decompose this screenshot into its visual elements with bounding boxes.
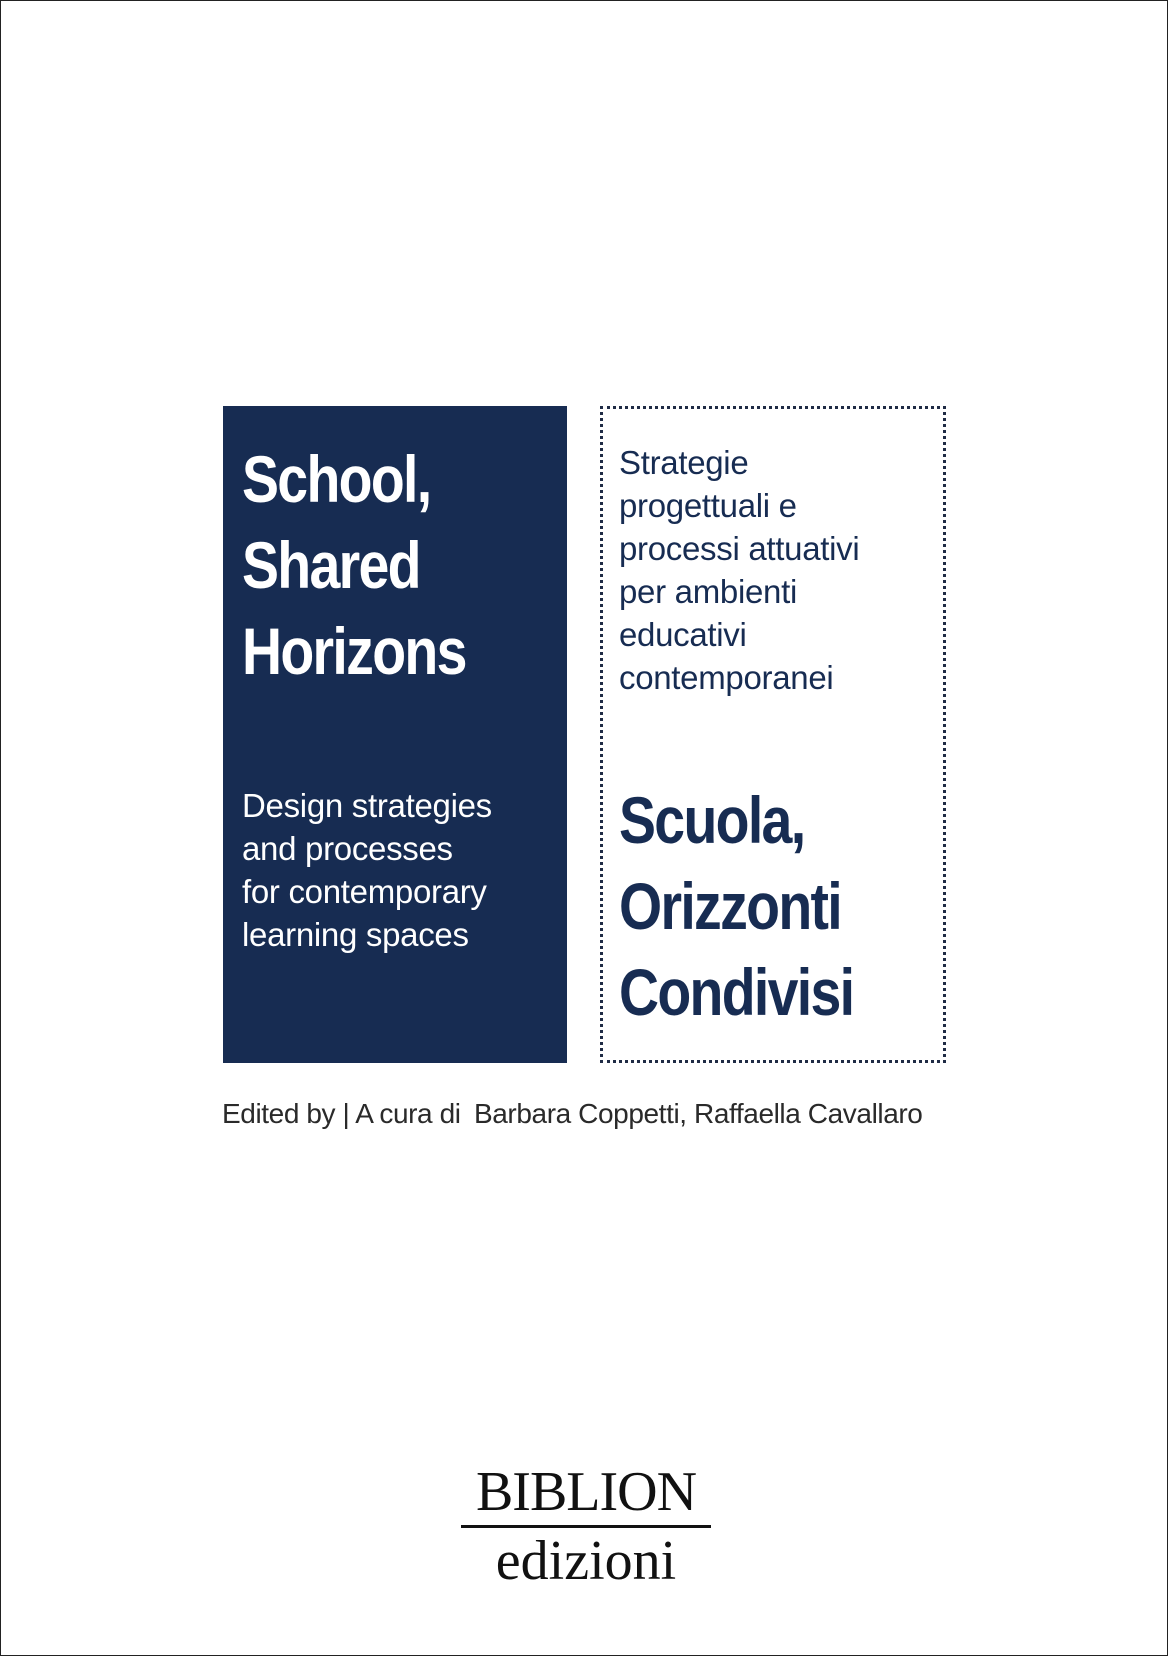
- italian-subtitle-line: progettuali e: [619, 487, 797, 524]
- english-subtitle-line: Design strategies: [242, 787, 492, 824]
- italian-subtitle-line: per ambienti: [619, 573, 797, 610]
- editors-names: Barbara Coppetti, Raffaella Cavallaro: [473, 1098, 923, 1129]
- italian-subtitle-line: educativi: [619, 616, 747, 653]
- italian-subtitle-line: contemporanei: [619, 659, 834, 696]
- english-subtitle-line: learning spaces: [242, 916, 469, 953]
- english-title-panel: [223, 406, 567, 1063]
- italian-title-line: Orizzonti: [619, 869, 842, 943]
- english-title-line: Horizons: [242, 614, 466, 688]
- english-title: [242, 436, 511, 694]
- publisher-imprint: edizioni: [495, 1530, 677, 1592]
- publisher-logo: [461, 1463, 711, 1594]
- italian-subtitle-line: Strategie: [619, 444, 749, 481]
- editors-line: [222, 1098, 982, 1130]
- publisher-name: BIBLION: [461, 1463, 711, 1528]
- english-title-line: School,: [242, 442, 431, 516]
- italian-subtitle: [619, 441, 939, 699]
- italian-title-line: Scuola,: [619, 783, 805, 857]
- italian-title-line: Condivisi: [619, 955, 854, 1029]
- english-subtitle: [242, 784, 562, 956]
- italian-title-panel: [600, 406, 946, 1063]
- english-subtitle-line: and processes: [242, 830, 453, 867]
- english-title-line: Shared: [242, 528, 420, 602]
- editors-label: Edited by | A cura di: [222, 1098, 461, 1129]
- italian-subtitle-line: processi attuativi: [619, 530, 860, 567]
- english-subtitle-line: for contemporary: [242, 873, 487, 910]
- italian-title: [619, 777, 896, 1035]
